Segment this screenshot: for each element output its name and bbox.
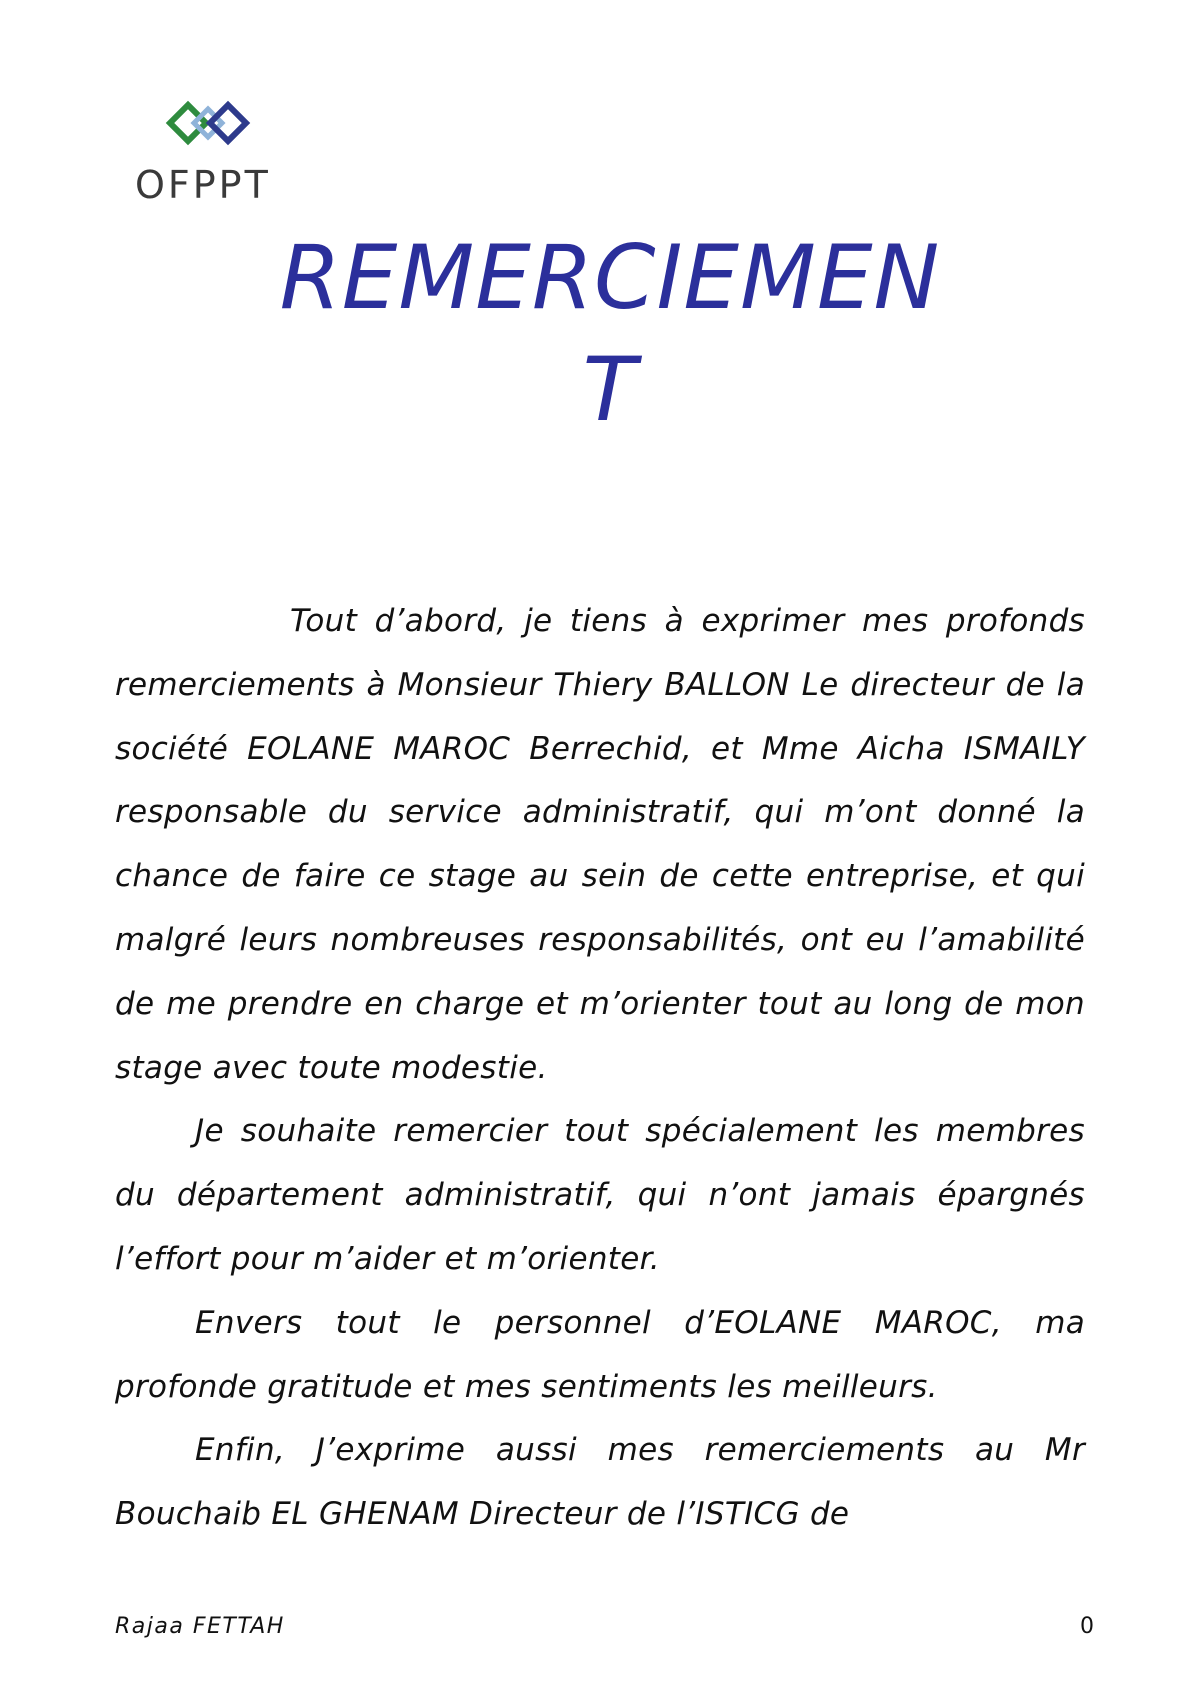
paragraph-1: Tout d’abord, je tiens à exprimer mes profonds remerciements à Monsieur Thiery BALLON Le directeur de la société EOLANE MAROC Berrechid, et Mme Aicha ISMAILY responsable du service administratif, qui m’ont donné la chance de faire ce stage au sein de cette entreprise, et qui malgré leurs nombreuses responsabilités, ont eu l’amabilité de me prendre en charge et m’orienter tout au long de mon stage avec toute modestie.	[115, 603, 1085, 1086]
title-line-2: T	[582, 338, 638, 441]
logo-text: OFPPT	[135, 163, 271, 207]
paragraph-3: Envers tout le personnel d’EOLANE MAROC, ma profonde gratitude et mes sentiments les meilleurs.	[115, 1304, 1085, 1405]
paragraph-2: Je souhaite remercier tout spécialement les membres du département administratif, qui n’ont jamais épargnés l’effort pour m’aider et m’orienter.	[115, 1113, 1085, 1277]
ofppt-logo	[130, 75, 280, 205]
page-number: 0	[1080, 1614, 1094, 1639]
body-text	[115, 590, 1085, 1547]
title-line-1: REMERCIEMEN	[279, 226, 941, 329]
footer-author: Rajaa FETTAH	[115, 1614, 285, 1639]
page-title	[180, 222, 1040, 446]
paragraph-4: Enfin, J’exprime aussi mes remerciements au Mr Bouchaib EL GHENAM Directeur de l’ISTICG de	[115, 1432, 1085, 1533]
ofppt-logo-icon	[150, 83, 260, 163]
